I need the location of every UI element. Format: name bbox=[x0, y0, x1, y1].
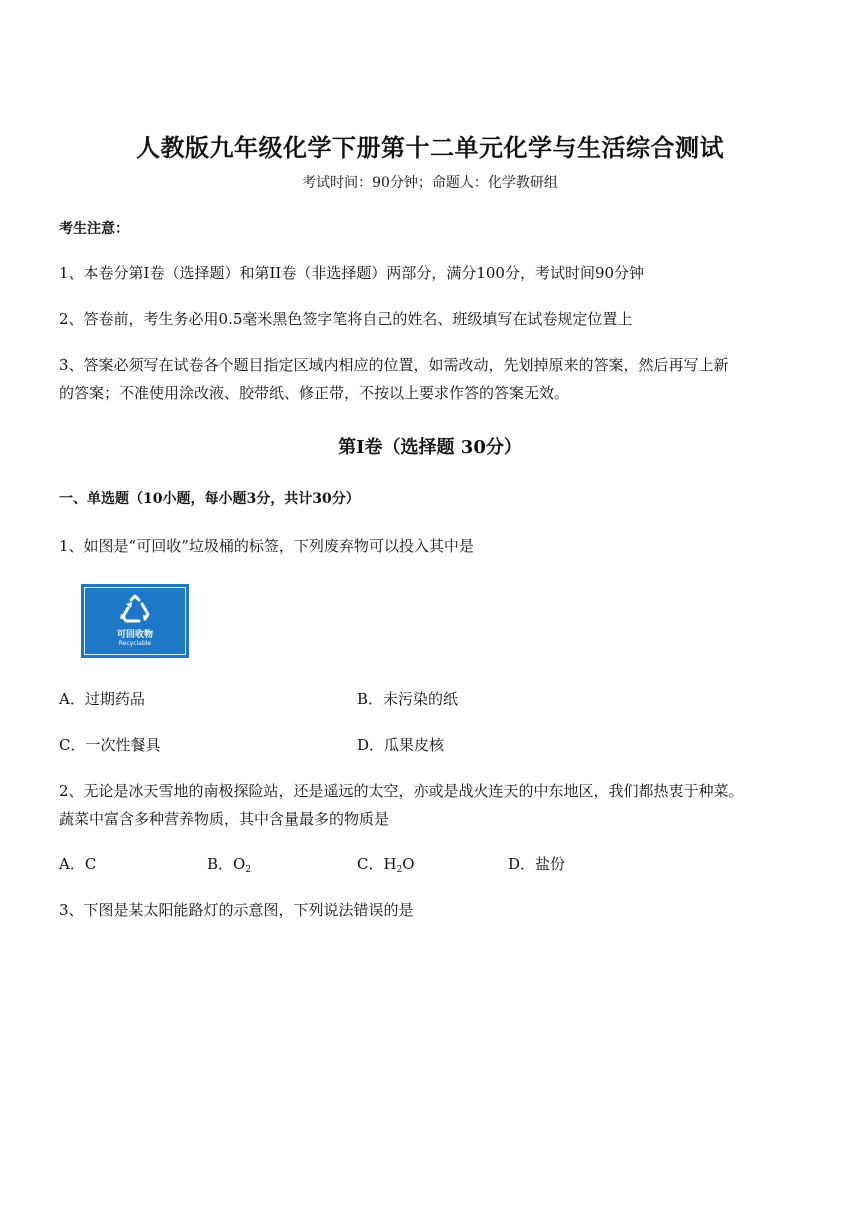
exam-subtitle: 考试时间：90分钟；命题人：化学教研组 bbox=[302, 175, 558, 191]
q2-option-a: A．C bbox=[59, 855, 97, 873]
q2-stem-line1: 2、无论是冰天雪地的南极探险站，还是遥远的太空，亦或是战火连天的中东地区，我们都热衷于种菜。 bbox=[59, 782, 744, 800]
recycle-icon bbox=[118, 594, 152, 624]
q1-option-d: D．瓜果皮核 bbox=[357, 736, 445, 754]
label-text-cn: 可回收物 bbox=[116, 630, 153, 640]
q1-option-a: A．过期药品 bbox=[59, 690, 145, 708]
q1-option-c: C．一次性餐具 bbox=[59, 736, 161, 754]
page-title: 人教版九年级化学下册第十二单元化学与生活综合测试 bbox=[136, 133, 724, 162]
question-group-heading: 一、单选题（10小题，每小题3分，共计30分） bbox=[59, 491, 360, 507]
q2-option-c-text: C．H bbox=[357, 855, 397, 873]
q3-stem: 3、下图是某太阳能路灯的示意图，下列说法错误的是 bbox=[59, 901, 414, 919]
notice-item-2: 2、答卷前，考生务必用0.5毫米黑色签字笔将自己的姓名、班级填写在试卷规定位置上 bbox=[59, 310, 633, 328]
q1-stem: 1、如图是“可回收”垃圾桶的标签，下列废弃物可以投入其中是 bbox=[59, 537, 474, 555]
label-text-en: Recyclable bbox=[118, 640, 152, 647]
q2-option-b bbox=[207, 853, 251, 875]
notice-item-3-cont: 的答案；不准使用涂改液、胶带纸、修正带，不按以上要求作答的答案无效。 bbox=[59, 384, 570, 402]
q2-stem-line2: 蔬菜中富含多种营养物质，其中含量最多的物质是 bbox=[59, 810, 390, 828]
q2-option-d: D．盐份 bbox=[508, 855, 566, 873]
recyclable-label-image bbox=[81, 584, 189, 658]
q2-option-b-subscript: 2 bbox=[245, 865, 252, 875]
q2-option-c-subscript: 2 bbox=[396, 865, 403, 875]
section-title: 第I卷（选择题 30分） bbox=[338, 437, 522, 458]
notice-heading: 考生注意： bbox=[59, 221, 129, 237]
q1-option-b: B．未污染的纸 bbox=[357, 690, 459, 708]
q2-option-c bbox=[357, 853, 415, 875]
notice-item-3: 3、答案必须写在试卷各个题目指定区域内相应的位置，如需改动，先划掉原来的答案，然后再写上新 bbox=[59, 356, 729, 374]
notice-item-1: 1、本卷分第I卷（选择题）和第II卷（非选择题）两部分，满分100分，考试时间90分钟 bbox=[59, 264, 645, 282]
q2-option-c-suffix: O bbox=[402, 855, 415, 873]
q2-option-b-text: B．O bbox=[207, 855, 246, 873]
